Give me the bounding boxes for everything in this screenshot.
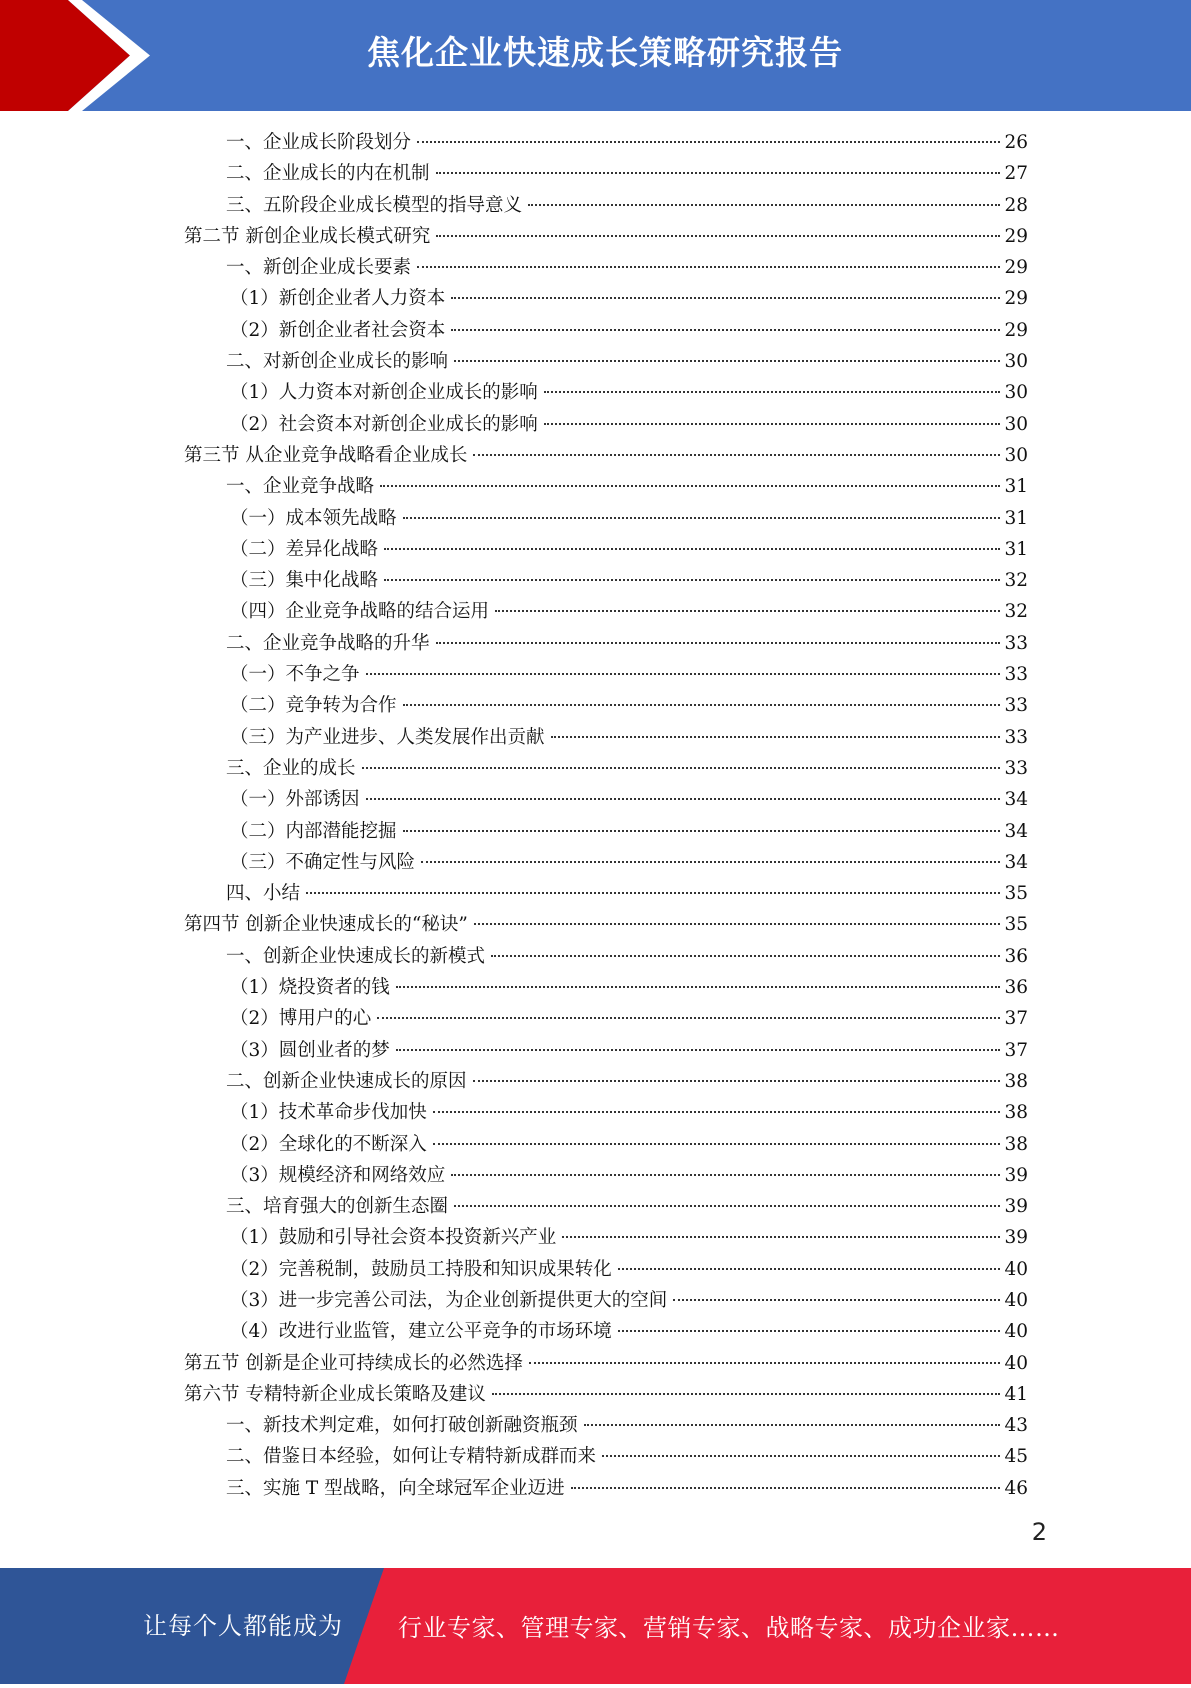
toc-entry[interactable] [0, 784, 1191, 815]
toc-entry-page: 33 [1004, 664, 1028, 686]
toc-entry[interactable] [0, 565, 1191, 596]
toc-entry[interactable] [0, 722, 1191, 753]
footer-slogan-left: 让每个人都能成为 [143, 1612, 343, 1640]
toc-dot-leader [602, 1455, 1000, 1457]
toc-dot-leader [571, 1487, 1000, 1489]
toc-entry-title: 一、创新企业快速成长的新模式 [226, 945, 486, 967]
page-footer [0, 1568, 1191, 1684]
toc-dot-leader [528, 204, 1000, 206]
toc-entry-title: 一、企业竞争战略 [226, 476, 375, 498]
toc-dot-leader [403, 830, 1000, 832]
toc-dot-leader [451, 297, 1000, 299]
toc-dot-leader [306, 892, 1000, 894]
toc-dot-leader [544, 391, 1000, 393]
toc-dot-leader [551, 736, 1000, 738]
toc-dot-leader [492, 1393, 1000, 1395]
toc-entry-title: 二、企业竞争战略的升华 [226, 632, 430, 654]
toc-entry-title: 一、企业成长阶段划分 [226, 132, 412, 153]
toc-dot-leader [584, 1424, 1000, 1426]
toc-entry-page: 30 [1004, 413, 1028, 435]
toc-entry[interactable] [0, 1003, 1191, 1034]
toc-entry[interactable] [0, 283, 1191, 314]
toc-entry-title: 二、企业成长的内在机制 [226, 163, 430, 185]
toc-dot-leader [380, 485, 1000, 487]
toc-entry-page: 37 [1004, 1039, 1028, 1061]
toc-dot-leader [433, 1143, 1000, 1145]
toc-entry-title: （二）竞争转为合作 [230, 695, 397, 717]
toc-entry-page: 39 [1004, 1164, 1028, 1186]
toc-entry-page: 46 [1004, 1477, 1028, 1499]
toc-entry-title: 一、新创企业成长要素 [226, 257, 412, 279]
toc-entry-page: 26 [1004, 132, 1028, 153]
toc-entry-title: （2）完善税制，鼓励员工持股和知识成果转化 [230, 1258, 612, 1280]
toc-entry[interactable] [0, 1097, 1191, 1128]
toc-entry-page: 39 [1004, 1196, 1028, 1218]
toc-dot-leader [421, 861, 1000, 863]
toc-entry-page: 29 [1004, 288, 1028, 310]
toc-entry-page: 39 [1004, 1227, 1028, 1249]
toc-entry[interactable] [0, 503, 1191, 534]
toc-entry[interactable] [0, 878, 1191, 909]
toc-dot-leader [384, 548, 1000, 550]
toc-entry-page: 32 [1004, 601, 1028, 623]
toc-dot-leader [529, 1362, 1000, 1364]
toc-entry-page: 40 [1004, 1352, 1028, 1374]
toc-entry-title: 第三节 从企业竞争战略看企业成长 [184, 444, 468, 466]
toc-entry[interactable] [0, 1191, 1191, 1222]
toc-entry-title: （三）为产业进步、人类发展作出贡献 [230, 726, 545, 748]
toc-entry-title: （3）圆创业者的梦 [230, 1039, 390, 1061]
toc-dot-leader [417, 266, 1000, 268]
toc-entry-title: 第四节 创新企业快速成长的“秘诀” [184, 914, 468, 936]
toc-entry-page: 30 [1004, 351, 1028, 373]
toc-entry-title: （3）规模经济和网络效应 [230, 1164, 446, 1186]
toc-entry[interactable] [0, 1473, 1191, 1504]
toc-entry-title: 三、培育强大的创新生态圈 [226, 1196, 449, 1218]
toc-entry-title: 第六节 专精特新企业成长策略及建议 [184, 1383, 486, 1405]
toc-entry-title: （2）社会资本对新创企业成长的影响 [230, 413, 538, 435]
toc-dot-leader [366, 798, 1000, 800]
toc-entry[interactable] [0, 190, 1191, 221]
toc-entry[interactable] [0, 1410, 1191, 1441]
toc-dot-leader [366, 673, 1000, 675]
toc-entry-page: 34 [1004, 789, 1028, 811]
toc-dot-leader [673, 1299, 1000, 1301]
toc-entry-page: 34 [1004, 820, 1028, 842]
toc-entry-page: 35 [1004, 883, 1028, 905]
toc-entry[interactable] [0, 909, 1191, 940]
toc-entry-page: 27 [1004, 163, 1028, 185]
toc-dot-leader [491, 955, 1000, 957]
toc-entry[interactable] [0, 972, 1191, 1003]
toc-entry-title: （一）成本领先战略 [230, 507, 397, 529]
toc-entry-page: 40 [1004, 1289, 1028, 1311]
toc-entry-page: 33 [1004, 695, 1028, 717]
toc-entry-page: 29 [1004, 257, 1028, 279]
toc-entry-page: 31 [1004, 507, 1028, 529]
toc-entry-page: 36 [1004, 945, 1028, 967]
toc-entry[interactable] [0, 1316, 1191, 1347]
toc-entry-title: （2）全球化的不断深入 [230, 1133, 427, 1155]
toc-entry[interactable] [0, 158, 1191, 189]
toc-dot-leader [495, 610, 1000, 612]
toc-entry-page: 40 [1004, 1258, 1028, 1280]
toc-dot-leader [403, 704, 1000, 706]
toc-entry-title: 二、对新创企业成长的影响 [226, 351, 449, 373]
toc-entry[interactable] [0, 847, 1191, 878]
toc-dot-leader [544, 423, 1000, 425]
toc-entry[interactable] [0, 690, 1191, 721]
table-of-contents [0, 127, 1191, 1504]
toc-dot-leader [454, 1205, 1000, 1207]
toc-dot-leader [474, 923, 1000, 925]
toc-entry-title: 二、借鉴日本经验，如何让专精特新成群而来 [226, 1446, 597, 1468]
toc-entry-page: 31 [1004, 476, 1028, 498]
toc-entry[interactable] [0, 409, 1191, 440]
document-title: 焦化企业快速成长策略研究报告 [367, 33, 843, 72]
toc-entry-page: 31 [1004, 538, 1028, 560]
toc-entry-title: （1）新创企业者人力资本 [230, 288, 446, 310]
toc-entry-title: 四、小结 [226, 883, 301, 905]
toc-entry-page: 30 [1004, 382, 1028, 404]
toc-entry-page: 41 [1004, 1383, 1028, 1405]
toc-entry[interactable] [0, 346, 1191, 377]
toc-entry[interactable] [0, 1441, 1191, 1472]
toc-entry[interactable] [0, 127, 1191, 158]
toc-dot-leader [396, 1049, 1000, 1051]
toc-dot-leader [473, 454, 1000, 456]
footer-slogan-right: 行业专家、管理专家、营销专家、战略专家、成功企业家…… [398, 1614, 1060, 1642]
toc-dot-leader [433, 1111, 1000, 1113]
toc-entry-page: 40 [1004, 1321, 1028, 1343]
toc-entry-page: 35 [1004, 914, 1028, 936]
toc-entry-title: （1）技术革命步伐加快 [230, 1102, 427, 1124]
toc-entry[interactable] [0, 440, 1191, 471]
toc-entry-page: 28 [1004, 194, 1028, 216]
toc-entry-page: 36 [1004, 977, 1028, 999]
toc-entry-page: 43 [1004, 1415, 1028, 1437]
toc-entry-page: 33 [1004, 726, 1028, 748]
toc-entry-page: 38 [1004, 1133, 1028, 1155]
toc-entry[interactable] [0, 315, 1191, 346]
toc-dot-leader [436, 172, 1000, 174]
toc-dot-leader [618, 1268, 1000, 1270]
toc-entry-title: （2）新创企业者社会资本 [230, 319, 446, 341]
toc-dot-leader [618, 1330, 1000, 1332]
toc-entry[interactable] [0, 659, 1191, 690]
toc-dot-leader [562, 1236, 1000, 1238]
toc-entry[interactable] [0, 1254, 1191, 1285]
toc-dot-leader [436, 235, 1000, 237]
toc-dot-leader [396, 986, 1000, 988]
toc-entry[interactable] [0, 1160, 1191, 1191]
toc-entry-page: 32 [1004, 570, 1028, 592]
toc-entry-title: 三、五阶段企业成长模型的指导意义 [226, 194, 523, 216]
toc-dot-leader [377, 1017, 1000, 1019]
toc-entry-title: （1）鼓励和引导社会资本投资新兴产业 [230, 1227, 557, 1249]
toc-entry[interactable] [0, 1129, 1191, 1160]
toc-entry-title: （四）企业竞争战略的结合运用 [230, 601, 490, 623]
toc-entry-title: （二）差异化战略 [230, 538, 379, 560]
toc-entry[interactable] [0, 1348, 1191, 1379]
toc-entry[interactable] [0, 628, 1191, 659]
toc-entry[interactable] [0, 377, 1191, 408]
toc-entry-page: 45 [1004, 1446, 1028, 1468]
toc-dot-leader [436, 642, 1000, 644]
toc-entry-page: 33 [1004, 757, 1028, 779]
toc-entry-title: 一、新技术判定难，如何打破创新融资瓶颈 [226, 1415, 578, 1437]
toc-entry[interactable] [0, 596, 1191, 627]
toc-entry[interactable] [0, 471, 1191, 502]
toc-entry-page: 38 [1004, 1070, 1028, 1092]
toc-entry-title: （1）人力资本对新创企业成长的影响 [230, 382, 538, 404]
toc-entry[interactable] [0, 816, 1191, 847]
toc-entry-page: 30 [1004, 444, 1028, 466]
toc-entry[interactable] [0, 753, 1191, 784]
toc-entry-title: （4）改进行业监管，建立公平竞争的市场环境 [230, 1321, 612, 1343]
toc-entry-title: 三、企业的成长 [226, 757, 356, 779]
toc-entry-page: 37 [1004, 1008, 1028, 1030]
toc-entry[interactable] [0, 1222, 1191, 1253]
toc-entry[interactable] [0, 941, 1191, 972]
toc-entry-title: （一）不争之争 [230, 664, 360, 686]
toc-entry-page: 38 [1004, 1102, 1028, 1124]
toc-entry-title: （三）集中化战略 [230, 570, 379, 592]
page-number: 2 [1031, 1518, 1047, 1546]
toc-entry-page: 34 [1004, 851, 1028, 873]
toc-dot-leader [384, 579, 1000, 581]
toc-dot-leader [473, 1080, 1000, 1082]
toc-entry-page: 29 [1004, 319, 1028, 341]
toc-entry-page: 29 [1004, 225, 1028, 247]
toc-dot-leader [454, 360, 1000, 362]
toc-dot-leader [451, 329, 1000, 331]
toc-entry[interactable] [0, 1285, 1191, 1316]
toc-entry-page: 33 [1004, 632, 1028, 654]
toc-entry-title: （1）烧投资者的钱 [230, 977, 390, 999]
toc-entry[interactable] [0, 1035, 1191, 1066]
toc-entry-title: （三）不确定性与风险 [230, 851, 416, 873]
toc-dot-leader [451, 1174, 1000, 1176]
toc-entry[interactable] [0, 534, 1191, 565]
toc-entry-title: 第二节 新创企业成长模式研究 [184, 225, 431, 247]
toc-entry-title: 第五节 创新是企业可持续成长的必然选择 [184, 1352, 523, 1374]
toc-dot-leader [362, 767, 1000, 769]
toc-entry-title: （二）内部潜能挖掘 [230, 820, 397, 842]
toc-entry-title: 二、创新企业快速成长的原因 [226, 1070, 467, 1092]
toc-entry-title: （2）博用户的心 [230, 1008, 372, 1030]
toc-entry[interactable] [0, 252, 1191, 283]
page-header [0, 0, 1191, 111]
toc-dot-leader [417, 141, 1000, 143]
toc-entry[interactable] [0, 1066, 1191, 1097]
toc-entry[interactable] [0, 221, 1191, 252]
toc-entry[interactable] [0, 1379, 1191, 1410]
toc-entry-title: （3）进一步完善公司法，为企业创新提供更大的空间 [230, 1289, 668, 1311]
toc-dot-leader [403, 517, 1000, 519]
toc-entry-title: （一）外部诱因 [230, 789, 360, 811]
toc-entry-title: 三、实施 T 型战略，向全球冠军企业迈进 [226, 1477, 565, 1499]
